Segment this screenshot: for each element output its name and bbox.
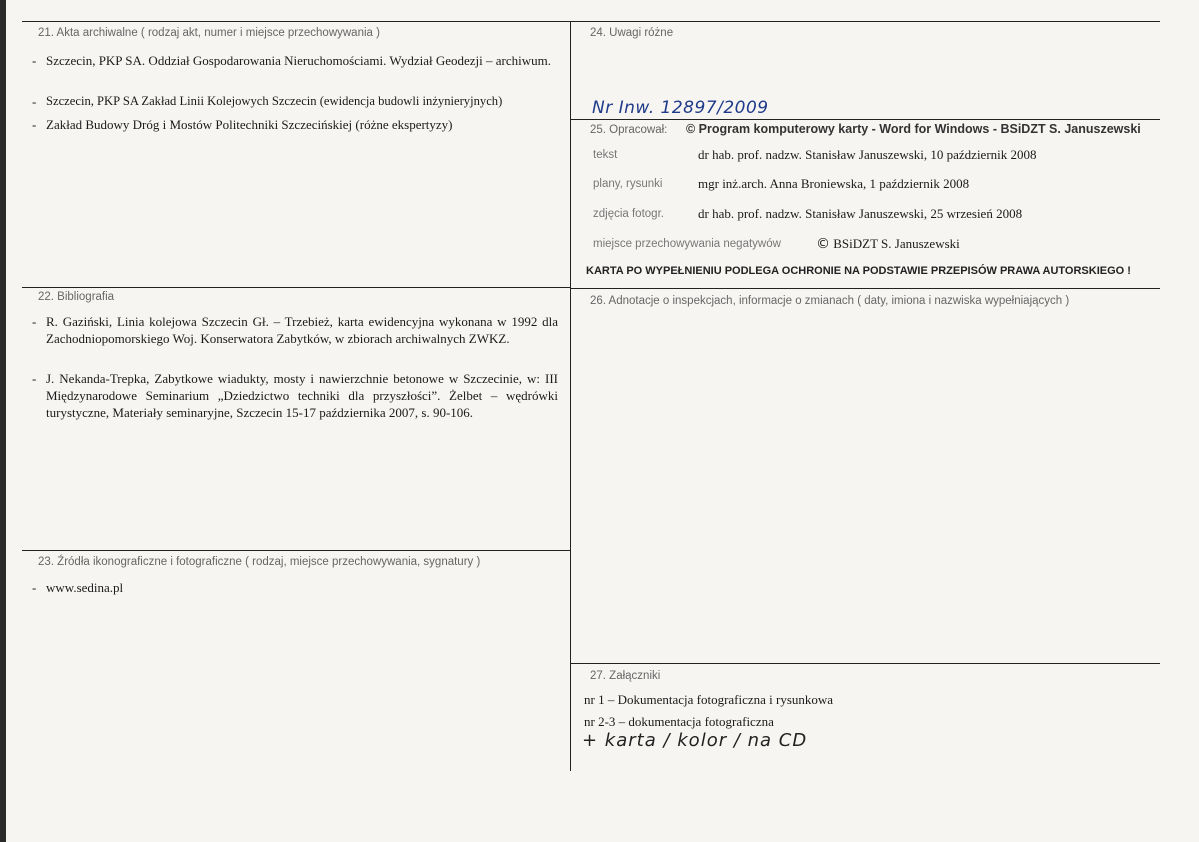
rule-23: [22, 550, 570, 551]
item-text: Szczecin, PKP SA. Oddział Gospodarowania Nieruchomościami. Wydział Geodezji – archiwum.: [46, 53, 552, 68]
item-text: R. Gaziński, Linia kolejowa Szczecin Gł. – Trzebież, karta ewidencyjna wykonana w 1992 dla Zachodniopomorskiego Woj. Konserwatora Zabytków, w zbiorach archiwalnych ZWKZ.: [46, 314, 558, 346]
list-item: [32, 370, 558, 421]
section-22-label: 22. Bibliografia: [38, 291, 115, 303]
list-item: [32, 116, 557, 133]
top-rule: [22, 21, 1160, 22]
list-item: [32, 313, 558, 347]
rule-27: [570, 663, 1160, 664]
inventory-number-handwritten: Nr Inw. 12897/2009: [592, 98, 769, 118]
author-row-value: [816, 236, 960, 252]
rule-22: [22, 287, 570, 288]
list-item: [32, 93, 562, 110]
section-25-label: 25. Opracował:: [590, 124, 668, 136]
column-divider: [570, 21, 571, 771]
attachment-item: nr 1 – Dokumentacja fotograficzna i rysunkowa: [584, 692, 834, 707]
scan-edge: [0, 0, 6, 842]
item-dash: -: [32, 314, 37, 329]
author-row-value: mgr inż.arch. Anna Broniewska, 1 październik 2008: [698, 176, 970, 191]
attachment-handwritten-note: + karta / kolor / na CD: [582, 730, 808, 751]
item-text: Szczecin, PKP SA Zakład Linii Kolejowych Szczecin (ewidencja budowli inżynieryjnych): [46, 94, 503, 108]
section-26-label: 26. Adnotacje o inspekcjach, informacje o zmianach ( daty, imiona i nazwiska wypełniających ): [590, 295, 1070, 307]
item-text: Zakład Budowy Dróg i Mostów Politechniki Szczecińskiej (różne ekspertyzy): [46, 117, 453, 132]
section-24-label: 24. Uwagi różne: [590, 27, 674, 39]
item-dash: -: [32, 580, 37, 595]
item-text: J. Nekanda-Trepka, Zabytkowe wiadukty, mosty i nawierzchnie betonowe w Szczecinie, w: III Międzynarodowe Seminarium „Dziedzictwo techniki dla przyszłości”. Żelbet – wędrówki turystyczne, Materiały seminaryjne, Szczecin 15-17 października 2007, s. 90-106.: [46, 371, 558, 420]
author-row-label: tekst: [593, 149, 618, 161]
section-23-label: 23. Źródła ikonograficzne i fotograficzne ( rodzaj, miejsce przechowywania, sygnatury ): [38, 556, 481, 568]
section-21-label: 21. Akta archiwalne ( rodzaj akt, numer i miejsce przechowywania ): [38, 27, 380, 39]
item-dash: -: [32, 117, 37, 132]
item-dash: -: [32, 53, 37, 68]
item-dash: -: [32, 371, 37, 386]
author-row-value: dr hab. prof. nadzw. Stanisław Januszewski, 10 październik 2008: [698, 147, 1037, 162]
section-27-label: 27. Załączniki: [590, 670, 661, 682]
item-text: www.sedina.pl: [46, 580, 124, 595]
rule-25: [570, 119, 1160, 120]
list-item: [32, 52, 557, 69]
copyright-symbol: ©: [816, 236, 830, 252]
rule-26: [570, 288, 1160, 289]
copyright-notice: KARTA PO WYPEŁNIENIU PODLEGA OCHRONIE NA PODSTAWIE PRZEPISÓW PRAWA AUTORSKIEGO !: [586, 265, 1131, 277]
author-row-label: plany, rysunki: [593, 178, 663, 190]
list-item: [32, 579, 532, 596]
storage-value-text: BSiDZT S. Januszewski: [833, 236, 960, 251]
program-credit: © Program komputerowy karty - Word for Windows - BSiDZT S. Januszewski: [686, 122, 1141, 136]
attachment-item: nr 2-3 – dokumentacja fotograficzna: [584, 714, 774, 729]
author-row-value: dr hab. prof. nadzw. Stanisław Januszewski, 25 wrzesień 2008: [698, 206, 1023, 221]
author-row-label: miejsce przechowywania negatywów: [593, 238, 781, 250]
item-dash: -: [32, 94, 37, 109]
author-row-label: zdjęcia fotogr.: [593, 208, 664, 220]
